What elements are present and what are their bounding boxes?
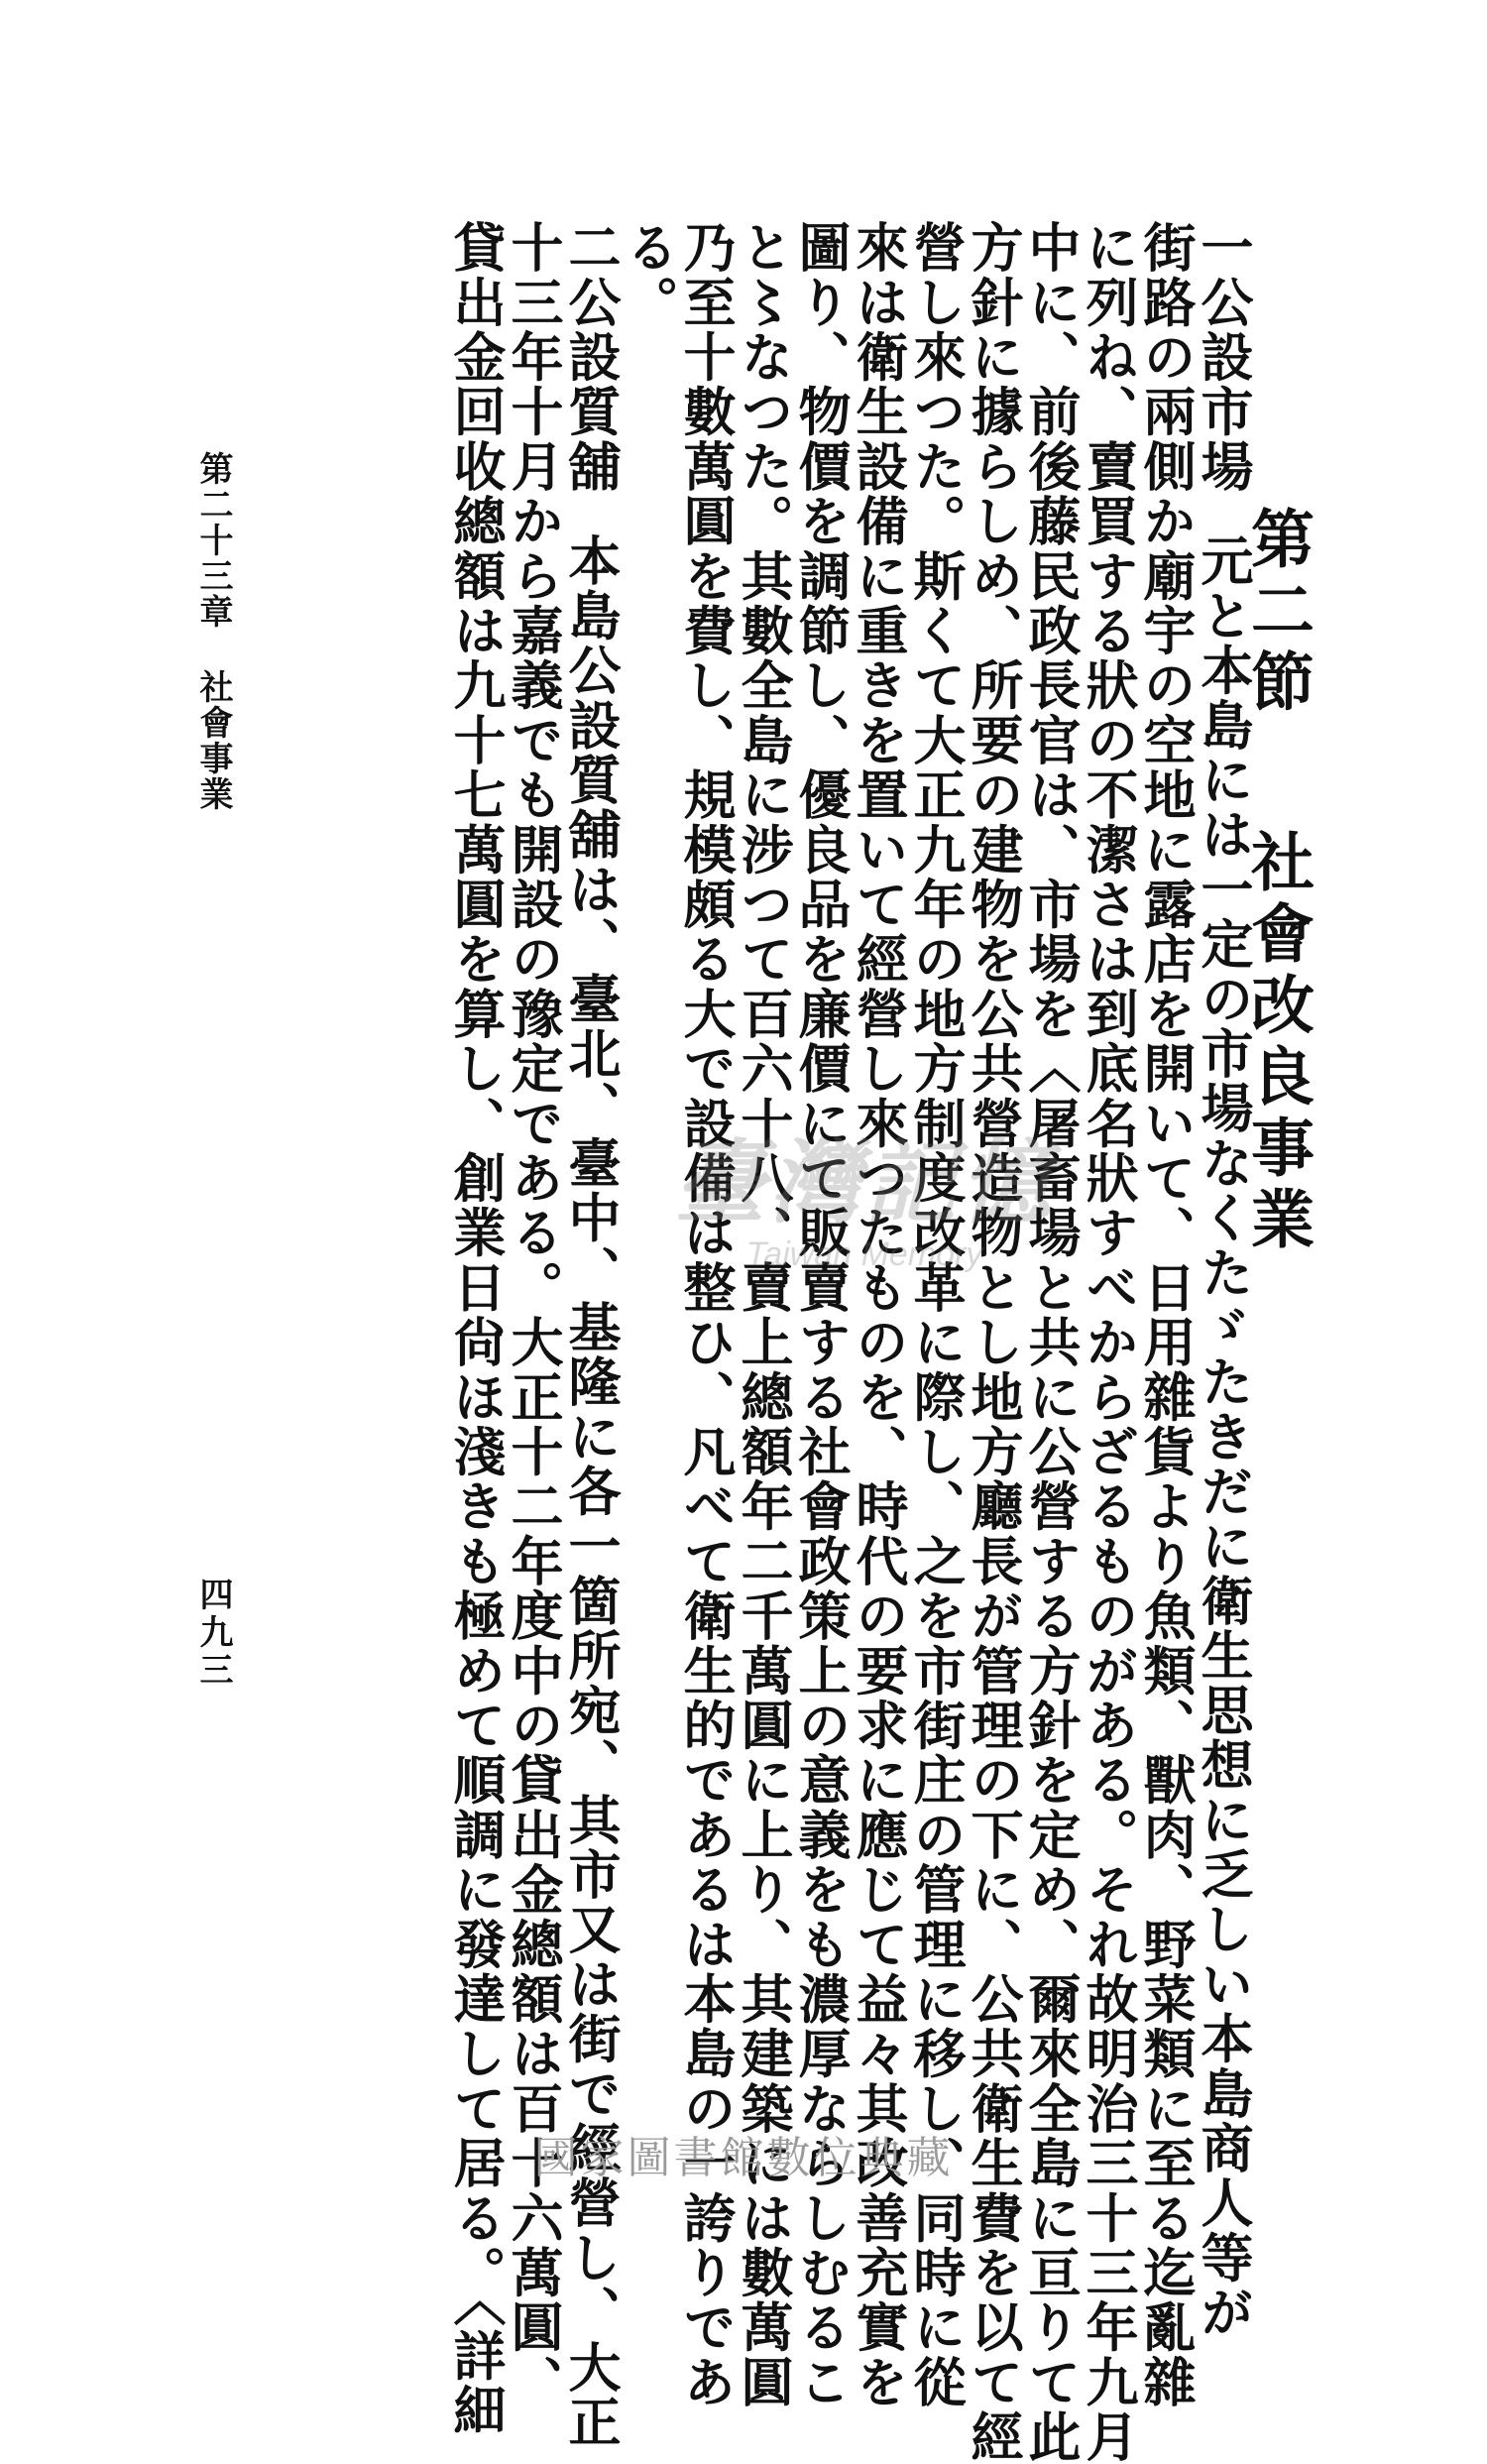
article1-line-5: 方針に據らしめ、所要の建物を公共營造物とし地方廳長が管理の下に、公共衛生費を以て經 xyxy=(963,220,1024,2464)
article2-line xyxy=(445,220,507,2438)
article2-line-2: 十三年十月から嘉義でも開設の豫定である。大正十二年度中の貸出金總額は百十六萬圓、 xyxy=(503,220,564,2409)
archive-label: 國家圖書館數位典藏 xyxy=(533,2133,954,2183)
footer-chapter-number: 第二十三章 xyxy=(193,451,233,630)
article1-line-1: 元と本島には一定の市場なくたゞたきだに衛生思想に乏しい本島商人等が xyxy=(1193,533,1254,2340)
page-number: 四九三 xyxy=(193,1577,233,1690)
article2-line xyxy=(503,220,564,2409)
article1-line-2: 街路の兩側か廟宇の空地に露店を開いて、日用雜貨より魚類、獸肉、野菜類に至る迄亂雜 xyxy=(1135,220,1197,2409)
article2-number: 二 xyxy=(560,220,622,276)
article1-line xyxy=(1135,220,1197,2409)
article1-line xyxy=(618,220,679,330)
article2-line-3: 貸出金回收總額は九十七萬圓を算し、創業日尙ほ淺きも極めて順調に發達して居る。〈詳細 xyxy=(445,220,507,2438)
footer-chapter xyxy=(193,451,233,812)
article1-line xyxy=(905,220,967,2409)
article1-line xyxy=(848,220,909,2409)
article1-line-10: 乃至十數萬圓を費し、規模頗る大で設備は整ひ、凡べて衛生的であるは本島の一誇りであ xyxy=(675,220,737,2409)
article1-line xyxy=(733,220,794,2409)
article1-heading-line xyxy=(1193,220,1254,2340)
article1-number: 一 xyxy=(1193,220,1254,276)
article1-line-9: と〻なつた。其數全島に涉つて百六十八、賣上總額年二千萬圓に上り、其建築には數萬圓 xyxy=(733,220,794,2409)
article2-line-1: 本島公設質舖は、臺北、臺中、基隆に各一箇所宛、其市又は街で經營し、大正 xyxy=(560,533,622,2450)
article1-line-4: 中に、前後藤民政長官は、市場を〈屠畜場と共に公營する方針を定め、爾來全島に亘りて此 xyxy=(1020,220,1082,2464)
article1-line xyxy=(675,220,737,2409)
watermark-chinese: 臺灣記憶 xyxy=(674,1129,1056,1236)
article1-heading: 公設市場 xyxy=(1193,275,1254,495)
article1-line-11: る。 xyxy=(618,220,679,330)
article1-line xyxy=(790,220,852,2409)
article2-heading-line xyxy=(560,220,622,2450)
watermark-english: Taiwan Memory xyxy=(745,1235,983,1273)
section-number-label: 第二節 xyxy=(1240,506,1315,720)
article1-line-7: 來は衛生設備に重きを置いて經營し來つたものを、時代の要求に應じて益々其改善充實を xyxy=(848,220,909,2409)
section-title xyxy=(1240,506,1315,1257)
article2-heading: 公設質舖 xyxy=(560,275,622,495)
article1-line-6: 營し來つた。斯くて大正九年の地方制度改革に際し、之を市街庄の管理に移し、同時に從 xyxy=(905,220,967,2409)
section-title-text: 社會改良事業 xyxy=(1240,829,1315,1257)
article1-line-8: 圖り、物價を調節し、優良品を廉價にて販賣する社會政策上の意義をも濃厚ならしむるこ xyxy=(790,220,852,2409)
footer-chapter-title: 社會事業 xyxy=(193,669,233,812)
article1-line-3: に列ね、賣買する狀の不潔さは到底名狀すべからざるものがある。それ故明治三十三年九月 xyxy=(1078,220,1139,2464)
